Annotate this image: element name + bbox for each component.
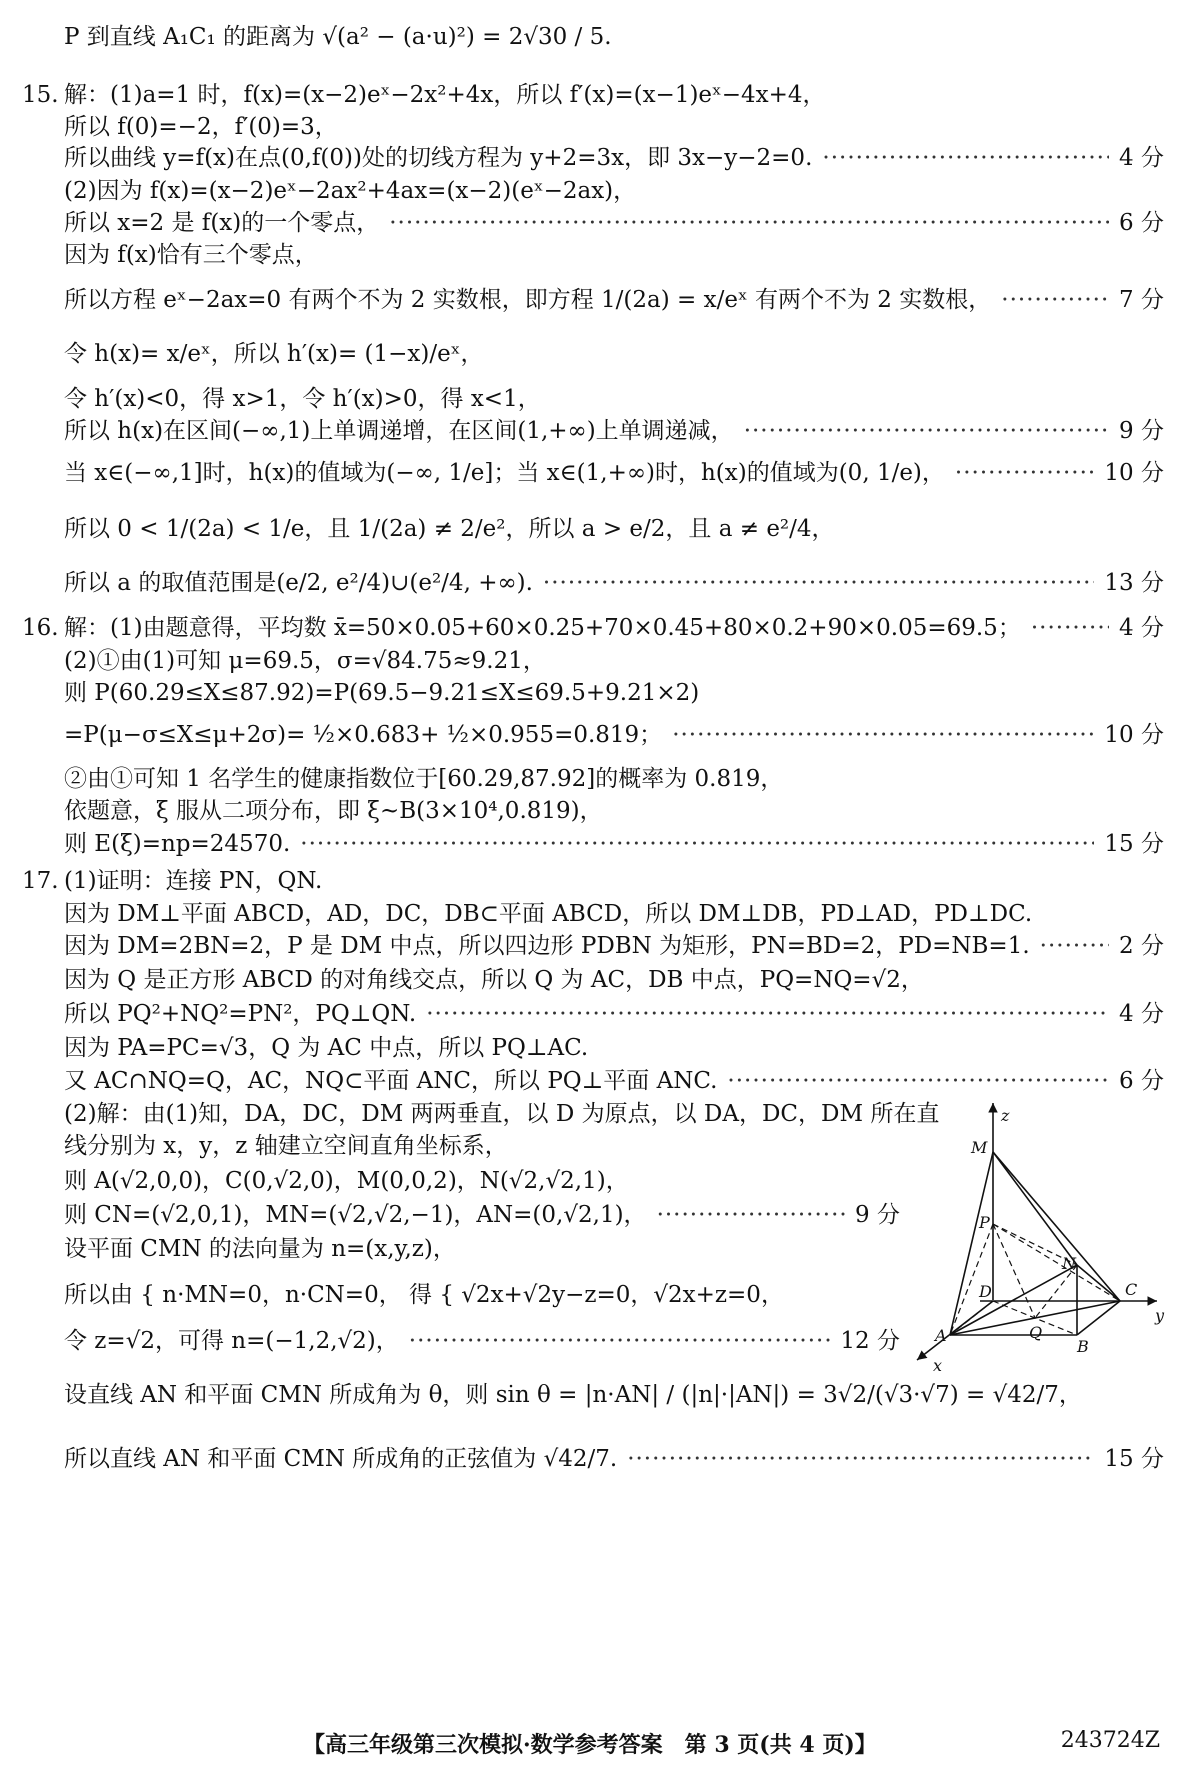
answer-line-text: P 到直线 A₁C₁ 的距离为 √(a² − (a·u)²) = 2√30 / 5. (64, 24, 612, 50)
answer-line-text: 所以 PQ²+NQ²=PN²，PQ⊥QN. (64, 1001, 417, 1027)
footer-title: 【高三年级第三次模拟·数学参考答案 第 3 页(共 4 页)】 (303, 1732, 877, 1758)
answer-line-text: 又 AC∩NQ=Q，AC，NQ⊂平面 ANC，所以 PQ⊥平面 ANC. (64, 1068, 718, 1094)
label-p: P (979, 1213, 990, 1232)
leader-dots (1001, 285, 1109, 315)
answer-line-text: 所以直线 AN 和平面 CMN 所成角的正弦值为 √42/7. (64, 1446, 618, 1472)
answer-line (64, 80, 1164, 110)
answer-line-text: 解：(1)由题意得，平均数 x̄=50×0.05+60×0.25+70×0.45+80×0.2+90×0.05=69.5； (64, 615, 1021, 641)
footer-code: 243724Z (1060, 1728, 1160, 1753)
answer-line-text: 所以 f(0)=−2，f′(0)=3， (64, 114, 338, 140)
answer-line (64, 646, 1164, 676)
leader-dots (543, 568, 1095, 598)
answer-line (64, 1166, 900, 1196)
edge-mn (993, 1152, 1077, 1265)
score-mark: 13 分 (1104, 570, 1164, 596)
answer-line (64, 1444, 1164, 1474)
leader-dots (672, 720, 1094, 750)
question-number: 16. (22, 615, 59, 641)
question-number: 15. (22, 82, 59, 108)
answer-line-text: 因为 Q 是正方形 ABCD 的对角线交点，所以 Q 为 AC，DB 中点，PQ=NQ=√2， (64, 967, 924, 993)
answer-line (64, 240, 1164, 270)
question-number: 17. (22, 868, 59, 894)
label-n: N (1062, 1254, 1076, 1273)
page-footer (0, 1728, 1200, 1762)
answer-line (64, 1234, 900, 1264)
edge-na (950, 1265, 1077, 1335)
leader-dots (627, 1444, 1094, 1474)
score-mark: 9 分 (1119, 418, 1164, 444)
answer-line (64, 112, 1164, 142)
answer-line (64, 613, 1164, 643)
answer-line-text: 则 P(60.29≤X≤87.92)=P(69.5−9.21≤X≤69.5+9.21×2) (64, 680, 700, 706)
answer-line (64, 568, 1164, 598)
answer-line (64, 285, 1164, 315)
edge-mc (993, 1152, 1120, 1301)
label-m: M (971, 1138, 988, 1157)
answer-line (64, 796, 1164, 826)
answer-line-text: (2)解：由(1)知，DA，DC，DM 两两垂直，以 D 为原点，以 DA，DC，DM 所在直 (64, 1101, 940, 1127)
answer-line-text: 所以 0 < 1/(2a) < 1/e，且 1/(2a) ≠ 2/e²，所以 a > e/2，且 a ≠ e²/4， (64, 516, 835, 542)
coordinate-figure (855, 1095, 1175, 1395)
answer-line (64, 416, 1164, 446)
score-mark: 4 分 (1119, 615, 1164, 641)
answer-line (64, 1200, 900, 1230)
answer-line (64, 1326, 900, 1356)
label-d: D (979, 1282, 992, 1301)
leader-dots (1040, 931, 1109, 961)
answer-line-text: (2)①由(1)可知 μ=69.5，σ=√84.75≈9.21， (64, 648, 546, 674)
answer-line-text: =P(μ−σ≤X≤μ+2σ)= ½×0.683+ ½×0.955=0.819； (64, 722, 663, 748)
answer-line-text: 因为 DM⊥平面 ABCD，AD，DC，DB⊂平面 ABCD，所以 DM⊥DB，PD⊥AD，PD⊥DC. (64, 901, 1033, 927)
leader-dots (955, 458, 1095, 488)
answer-line (64, 1131, 900, 1161)
score-mark: 6 分 (1119, 210, 1164, 236)
score-mark: 9 分 (855, 1202, 900, 1228)
label-c: C (1125, 1280, 1138, 1299)
edge-nc (1077, 1265, 1120, 1301)
score-mark: 4 分 (1119, 1001, 1164, 1027)
label-q: Q (1029, 1323, 1043, 1342)
answer-line-text: 所以曲线 y=f(x)在点(0,f(0))处的切线方程为 y+2=3x，即 3x−y−2=0. (64, 145, 813, 171)
answer-line (64, 1280, 900, 1310)
answer-line-text: 令 h(x)= x/eˣ，所以 h′(x)= (1−x)/eˣ， (64, 341, 484, 367)
leader-dots (389, 208, 1109, 238)
answer-line (64, 965, 1164, 995)
label-b: B (1077, 1337, 1089, 1356)
answer-line-text: 因为 DM=2BN=2，P 是 DM 中点，所以四边形 PDBN 为矩形，PN=BD=2，PD=NB=1. (64, 933, 1030, 959)
answer-line (64, 931, 1164, 961)
answer-line-text: 设平面 CMN 的法向量为 n=(x,y,z)， (64, 1236, 456, 1262)
edge-pq (993, 1224, 1035, 1318)
answer-line (64, 866, 1164, 896)
leader-dots (744, 416, 1109, 446)
leader-dots (426, 999, 1109, 1029)
score-mark: 15 分 (1104, 831, 1164, 857)
answer-line-text: 所以由 { n·MN=0，n·CN=0， 得 { √2x+√2y−z=0，√2x+z=0， (64, 1282, 784, 1308)
leader-dots (657, 1200, 845, 1230)
score-mark: 7 分 (1119, 287, 1164, 313)
answer-line (64, 458, 1164, 488)
answer-line-text: 解：(1)a=1 时，f(x)=(x−2)eˣ−2x²+4x，所以 f′(x)=(x−1)eˣ−4x+4， (64, 82, 826, 108)
answer-line (64, 829, 1164, 859)
answer-line (64, 22, 1164, 52)
answer-line-text: 所以 x=2 是 f(x)的一个零点， (64, 210, 380, 236)
label-z: z (1001, 1106, 1010, 1125)
edge-ma (950, 1152, 993, 1335)
score-mark: 15 分 (1104, 1446, 1164, 1472)
answer-line-text: 令 h′(x)<0，得 x>1，令 h′(x)>0，得 x<1， (64, 386, 541, 412)
answer-line (64, 339, 1164, 369)
answer-line (64, 720, 1164, 750)
score-mark: 10 分 (1104, 722, 1164, 748)
answer-line (64, 176, 1164, 206)
score-mark: 10 分 (1104, 460, 1164, 486)
answer-line-text: ②由①可知 1 名学生的健康指数位于[60.29,87.92]的概率为 0.819， (64, 766, 784, 792)
label-a: A (935, 1326, 947, 1345)
answer-line (64, 1099, 940, 1129)
answer-line-text: 则 CN=(√2,0,1)，MN=(√2,√2,−1)，AN=(0,√2,1)， (64, 1202, 647, 1228)
label-x: x (933, 1356, 943, 1375)
answer-line-text: 令 z=√2，可得 n=(−1,2,√2)， (64, 1328, 399, 1354)
answer-line-text: 因为 PA=PC=√3，Q 为 AC 中点，所以 PQ⊥AC. (64, 1035, 589, 1061)
answer-line (64, 899, 1164, 929)
answer-line-text: (1)证明：连接 PN，QN. (64, 868, 323, 894)
score-mark: 4 分 (1119, 145, 1164, 171)
leader-dots (822, 143, 1109, 173)
answer-line-text: 依题意，ξ 服从二项分布，即 ξ~B(3×10⁴,0.819)， (64, 798, 603, 824)
leader-dots (727, 1066, 1109, 1096)
leader-dots (409, 1326, 831, 1356)
answer-line (64, 208, 1164, 238)
score-mark: 12 分 (840, 1328, 900, 1354)
answer-line (64, 143, 1164, 173)
label-y: y (1155, 1306, 1165, 1325)
answer-line-text: 线分别为 x，y，z 轴建立空间直角坐标系， (64, 1133, 508, 1159)
leader-dots (300, 829, 1094, 859)
score-mark: 6 分 (1119, 1068, 1164, 1094)
answer-line (64, 384, 1164, 414)
answer-line-text: 因为 f(x)恰有三个零点， (64, 242, 318, 268)
answer-line-text: (2)因为 f(x)=(x−2)eˣ−2ax²+4ax=(x−2)(eˣ−2ax)， (64, 178, 637, 204)
answer-line (64, 999, 1164, 1029)
answer-line-text: 当 x∈(−∞,1]时，h(x)的值域为(−∞, 1/e]；当 x∈(1,+∞)时，h(x)的值域为(0, 1/e)， (64, 460, 945, 486)
leader-dots (1031, 613, 1109, 643)
answer-line (64, 1066, 1164, 1096)
answer-line-text: 设直线 AN 和平面 CMN 所成角为 θ，则 sin θ = |n·AN| / (|n|·|AN|) = 3√2/(√3·√7) = √42/7， (64, 1382, 1082, 1408)
answer-line (64, 514, 1164, 544)
answer-line (64, 764, 1164, 794)
answer-line-text: 则 A(√2,0,0)，C(0,√2,0)，M(0,0,2)，N(√2,√2,1)， (64, 1168, 629, 1194)
answer-line (64, 678, 1164, 708)
edge-pc (993, 1224, 1120, 1301)
answer-line (64, 1033, 1164, 1063)
score-mark: 2 分 (1119, 933, 1164, 959)
answer-line-text: 则 E(ξ)=np=24570. (64, 831, 291, 857)
answer-line-text: 所以 h(x)在区间(−∞,1)上单调递增，在区间(1,+∞)上单调递减， (64, 418, 734, 444)
answer-line-text: 所以 a 的取值范围是(e/2, e²/4)∪(e²/4, +∞). (64, 570, 533, 596)
answer-line-text: 所以方程 eˣ−2ax=0 有两个不为 2 实数根，即方程 1/(2a) = x/eˣ 有两个不为 2 实数根， (64, 287, 992, 313)
